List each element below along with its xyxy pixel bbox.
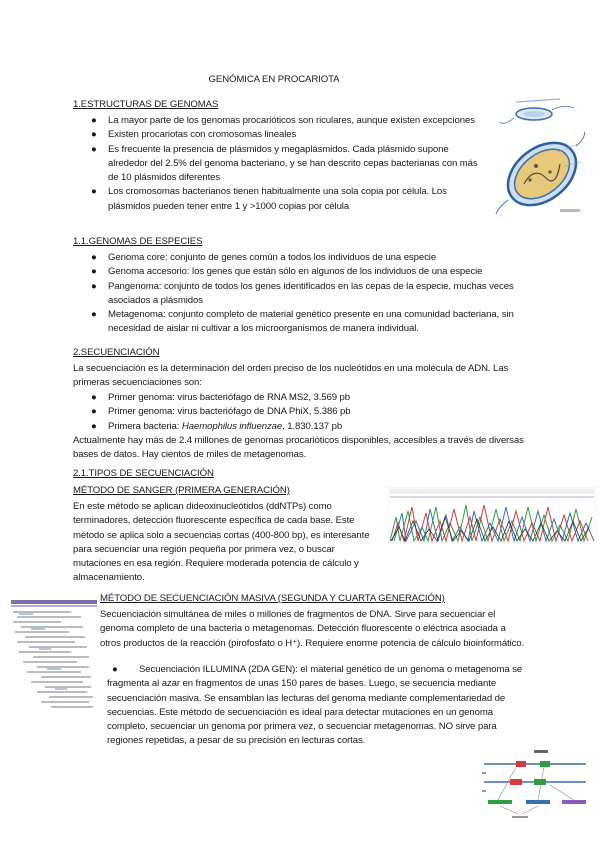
list-primeras-secuenciaciones <box>91 391 522 434</box>
section-heading-tipos: 2.1.TIPOS DE SECUENCIACIÓN <box>73 468 214 479</box>
bullet: ● <box>112 664 118 675</box>
paragraph-secuenciacion-intro: La secuenciación es la determinación del orden preciso de los nucleótidos en una molécula de ADN. Las primeras secuenciaciones son: <box>73 363 509 389</box>
paragraph-masiva: Secuenciación simultánea de miles o millones de fragmentos de DNA. Sirve para secuenciar el genoma completo de una bacteria o metagenomas. Detección fluorescente o eléctrica asociada a otros productos de la reacción (pirofosfato o H⁺). Requiere enorme potencia de cálculo bioinformático. <box>100 609 525 649</box>
section-heading-secuenciacion: 2.SECUENCIACIÓN <box>73 347 160 358</box>
list-item: ● Primera bacteria: Haemophilus influenzae, 1.830.137 pb <box>91 420 343 432</box>
list-genomas-especies <box>91 251 522 337</box>
subheading-masiva: MÉTODO DE SECUENCIACIÓN MASIVA (SEGUNDA Y CUARTA GENERACIÓN) <box>100 593 445 604</box>
paragraph-secuenciacion-outro: Actualmente hay más de 2.4 millones de genomas procarióticos disponibles, accesibles a través de diversas bases de datos. Hay cientos de miles de metagenomas. <box>73 435 524 461</box>
list-item: ● Genoma accesorio: los genes que están sólo en algunos de los individuos de una especie <box>91 266 483 278</box>
list-item: ● Genoma core: conjunto de genes común a todos los individuos de una especie <box>91 252 437 263</box>
list-item: ● La mayor parte de los genomas procarióticos son riculares, aunque existen excepciones <box>91 115 475 126</box>
bacteria-main-figure <box>496 130 586 218</box>
list-item: ● Existen procariotas con cromosomas lineales <box>91 129 297 141</box>
bacteria-cell-illustration <box>494 96 586 218</box>
paragraph-illumina: Secuenciación ILLUMINA (2DA GEN): el material genético de un genoma o metagenoma se fragmenta al azar en fragmentos de unas 150 pares de bases. Luego, se secuencia mediante secuenciación masiva. Se ensamblan las lecturas del genoma mediante complementariedad de secuencias. Este método de secuenciación es ideal para detectar mutaciones en un genoma completo, secuenciar un genoma por primera vez, o secuenciar metagenomas. NO sirve para regiones repetidas, a pesar de su precisión en lecturas cortas. <box>107 664 523 747</box>
paragraph-sanger: En este método se aplican dideoxinucleótidos (ddNTPs) como terminadores, detección fluorescente específica de cada base. Este método se aplica solo a secuencias cortas (400-800 bp), es interesante para secuenciar una región pequeña por primera vez, o buscar mutaciones en esa región. Requiere moderada potencia de cálculo y almacenamiento. <box>73 501 370 584</box>
list-item: ● Los cromosomas bacterianos tienen habitualmente una sola copia por célula. Los plásmidos pueden tener entre 1 y >1000 copias por célula <box>91 186 447 212</box>
section-heading-estructuras: 1.ESTRUCTURAS DE GENOMAS <box>73 99 219 110</box>
sequencing-reads-image <box>11 600 97 714</box>
illumina-assembly-diagram <box>478 748 590 826</box>
list-item: ● Primer genoma: virus bacteriófago de DNA PhiX, 5.386 pb <box>91 406 351 418</box>
bacteria-small-figure <box>500 99 574 123</box>
list-estructuras <box>91 114 482 214</box>
list-item: ● Es frecuente la presencia de plásmidos y megaplásmidos. Cada plásmido supone alrededor del 2.5% del genoma bacteriano, y se han descrito cepas bacterianas con más de 10 plásmidos diferentes <box>91 143 478 184</box>
page-title: GENÓMICA EN PROCARIOTA <box>208 74 340 85</box>
section-heading-genomas-especies: 1.1.GENOMAS DE ESPECIES <box>73 236 203 247</box>
sanger-chromatogram-image <box>388 487 596 543</box>
list-item: ● Metagenoma: conjunto completo de material genético presente en una comunidad bacteriana, sin necesidad de aislar ni cultivar a los microorganismos de manera individual. <box>91 309 514 335</box>
list-item-illumina <box>107 663 524 749</box>
subheading-sanger: MÉTODO DE SANGER (PRIMERA GENERACIÓN) <box>73 485 290 496</box>
list-item: ● Pangenoma: conjunto de todos los genes identificados en las cepas de la especie, muchas veces asociados a plásmidos <box>91 280 514 306</box>
chromatogram-base-calls <box>390 489 594 498</box>
list-item: ● Primer genoma: virus bacteriófago de RNA MS2, 3.569 pb <box>91 392 351 403</box>
